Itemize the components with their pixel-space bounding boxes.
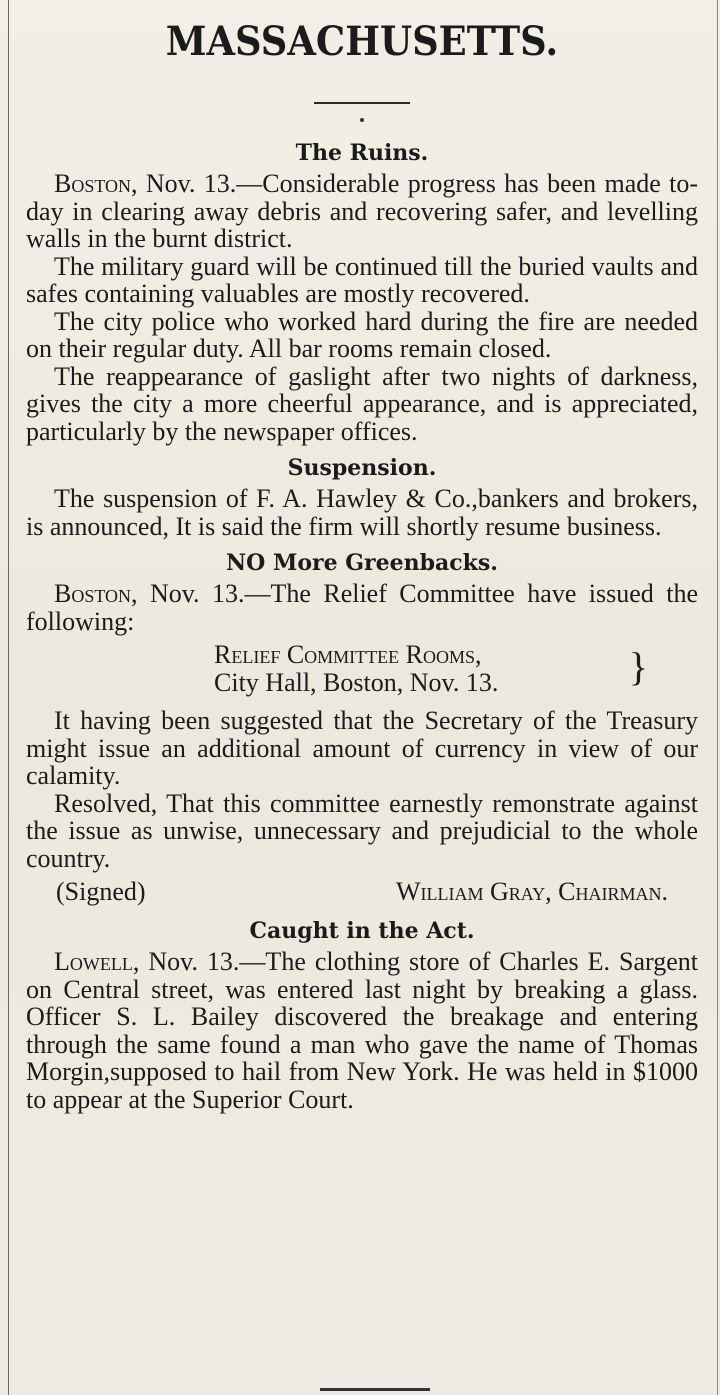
heading-the-ruins: The Ruins. [295,140,429,166]
paragraph: Resolved, That this committee earnestly remonstrate against the issue as unwise, unnecessary and prejudicial to the whole country. [26,788,698,873]
paragraph: It having been suggested that the Secretary of the Treasury might issue an additional amount of currency in view of our calamity. [26,706,698,790]
column-rule-left [8,0,9,1395]
letterhead-block [26,641,698,697]
paragraph: The suspension of F. A. Hawley & Co.,bankers and brokers, is announced, It is said the firm will shortly resume business. [26,484,698,541]
paragraph: The military guard will be continued till the buried vaults and safes containing valuables are mostly recovered. [26,251,698,308]
letterhead-line-2: City Hall, Boston, Nov. 13. [214,668,499,697]
dateline-place: Lowell, [54,947,140,976]
signed-label: (Signed) [56,877,146,906]
paragraph [26,580,698,635]
paragraph-text: Nov. 13.—Considerable progress has been made to-day in clearing away debris and recovering safer, and levelling walls in the burnt district. [26,169,698,253]
title-divider [314,102,410,104]
brace-glyph: } [628,644,648,689]
signed-name: William Gray, Chairman. [396,877,668,906]
paragraph-text: Nov. 13.—The Relief Committee have issued the following: [26,579,698,636]
heading-caught-in-the-act: Caught in the Act. [249,918,475,944]
letterhead-line-1: Relief Committee Rooms, [214,640,482,669]
paragraph [26,170,698,253]
bottom-divider [320,1388,430,1391]
column-rule-right [717,0,718,1395]
paragraph-text: Nov. 13.—The clothing store of Charles E. Sargent on Central street, was entered last night by breaking a glass. Officer S. L. Bailey discovered the breakage and entering through the same found a man who gave the name of Thomas Morgin,supposed to hail from New York. He was held in $1000 to appear at the Superior Court. [26,947,698,1114]
heading-no-more-greenbacks: NO More Greenbacks. [226,550,498,576]
paragraph: The reappearance of gaslight after two nights of darkness, gives the city a more cheerful appearance, and is appreciated, particularly by the newspaper offices. [26,361,698,446]
masthead-title: MASSACHUSETTS. [165,18,559,65]
heading-suspension: Suspension. [287,455,437,481]
dateline-place: Boston, [54,169,138,198]
dateline-place: Boston, [54,579,138,608]
paragraph: The city police who worked hard during the fire are needed on their regular duty. All bar rooms remain closed. [26,306,698,363]
ornament-dot [360,118,364,122]
paragraph [26,948,698,1113]
signature-line [26,876,698,908]
